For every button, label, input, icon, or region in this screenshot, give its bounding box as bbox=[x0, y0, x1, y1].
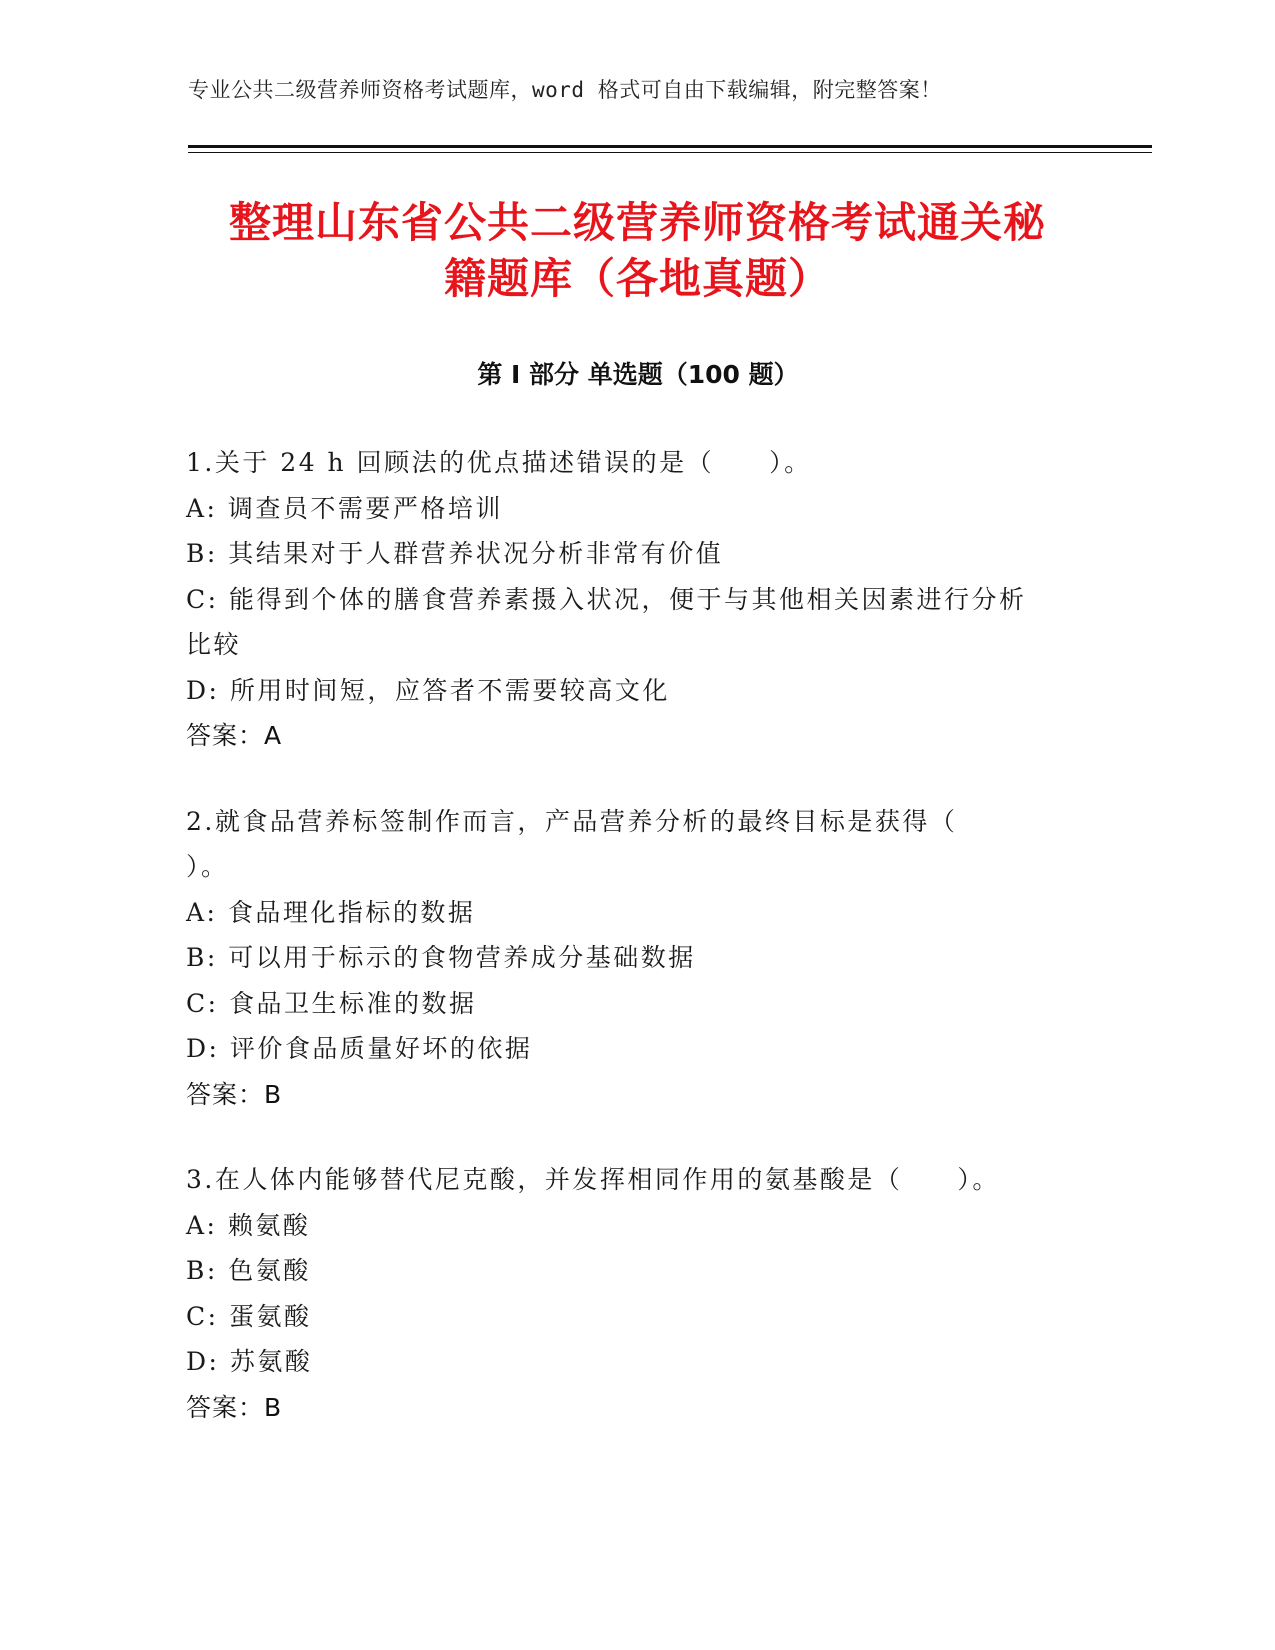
option-b: B: 其结果对于人群营养状况分析非常有价值 bbox=[186, 539, 724, 568]
option-c-continued: 比较 bbox=[186, 630, 242, 659]
section-title: 第 I 部分 单选题（100 题） bbox=[477, 360, 799, 389]
question-stem: 2.就食品营养标签制作而言，产品营养分析的最终目标是获得（ bbox=[186, 806, 958, 836]
option-a: A: 食品理化指标的数据 bbox=[186, 897, 476, 927]
question-3 bbox=[186, 1157, 1086, 1430]
option-d: D: 评价食品质量好坏的依据 bbox=[186, 1034, 533, 1063]
question-list bbox=[186, 440, 1086, 1470]
header-rule-thick bbox=[188, 145, 1152, 148]
header-note: 专业公共二级营养师资格考试题库，word 格式可自由下载编辑，附完整答案！ bbox=[188, 78, 942, 102]
option-a: A: 调查员不需要严格培训 bbox=[186, 493, 503, 523]
question-stem: 3.在人体内能够替代尼克酸，并发挥相同作用的氨基酸是（ ）。 bbox=[186, 1165, 1000, 1194]
header-rule-thin bbox=[188, 152, 1152, 153]
answer: 答案：B bbox=[186, 1079, 283, 1109]
option-c: C: 蛋氨酸 bbox=[186, 1301, 312, 1331]
question-1 bbox=[186, 440, 1086, 759]
document-title-line-2: 籍题库（各地真题） bbox=[443, 254, 831, 303]
document-title-line-1: 整理山东省公共二级营养师资格考试通关秘 bbox=[228, 198, 1046, 247]
option-c: C: 食品卫生标准的数据 bbox=[186, 988, 477, 1018]
option-c: C: 能得到个体的膳食营养素摄入状况，便于与其他相关因素进行分析 bbox=[186, 584, 1027, 614]
option-b: B: 可以用于标示的食物营养成分基础数据 bbox=[186, 943, 696, 972]
option-d: D: 所用时间短，应答者不需要较高文化 bbox=[186, 675, 670, 705]
answer: 答案：B bbox=[186, 1392, 283, 1422]
question-2 bbox=[186, 799, 1086, 1118]
option-b: B: 色氨酸 bbox=[186, 1256, 311, 1285]
question-stem: 1.关于 24 h 回顾法的优点描述错误的是（ ）。 bbox=[186, 448, 812, 477]
answer: 答案：A bbox=[186, 721, 283, 750]
document-title bbox=[170, 195, 1105, 307]
option-a: A: 赖氨酸 bbox=[186, 1210, 311, 1240]
question-stem-continued: ）。 bbox=[186, 852, 229, 881]
option-d: D: 苏氨酸 bbox=[186, 1347, 313, 1376]
